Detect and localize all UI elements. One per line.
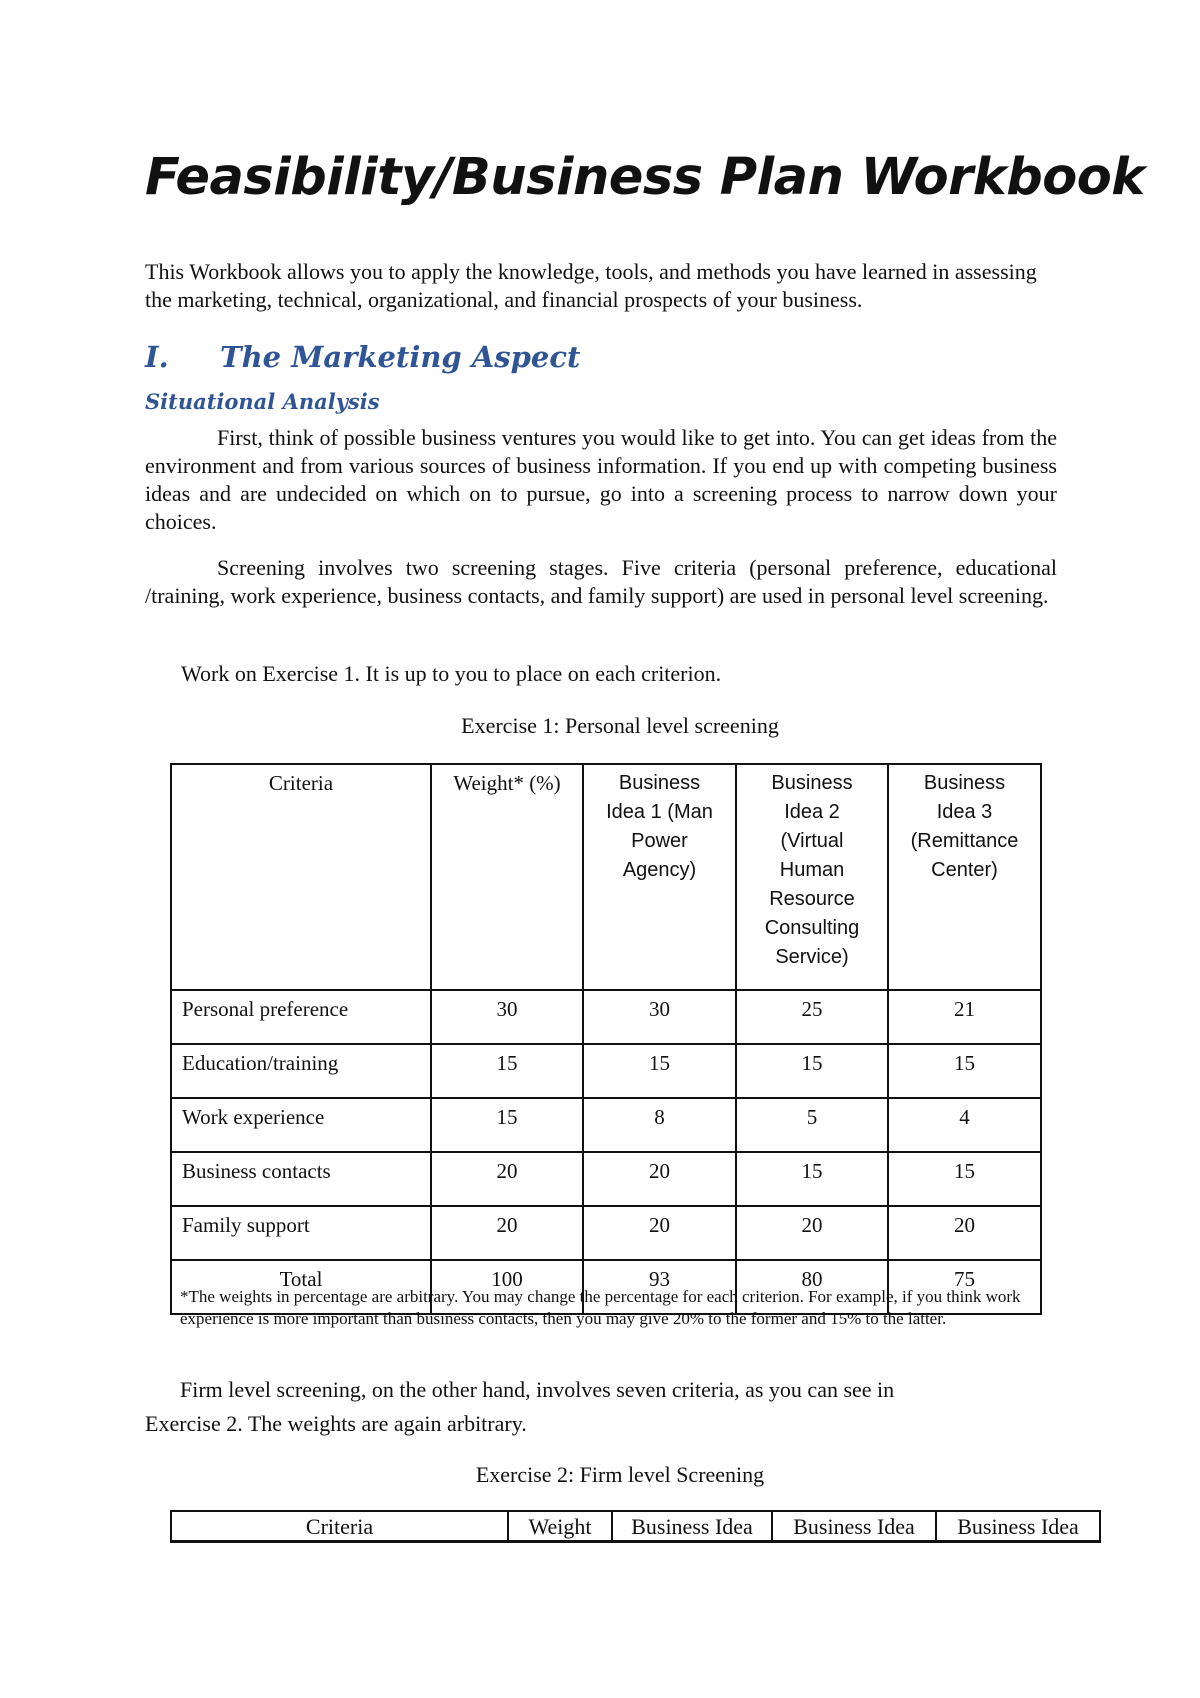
- header-criteria: Criteria: [171, 764, 431, 990]
- score-cell: 100: [431, 1260, 583, 1314]
- score-cell: 15: [888, 1044, 1041, 1098]
- score-cell: 4: [888, 1098, 1041, 1152]
- score-cell: 15: [736, 1152, 888, 1206]
- criterion-cell: Business contacts: [171, 1152, 431, 1206]
- intro-paragraph: This Workbook allows you to apply the knowledge, tools, and methods you have learned in assessing the marketing, technical, organizational, and financial prospects of your business.: [145, 259, 1037, 312]
- exercise1-caption: Exercise 1: Personal level screening: [461, 713, 779, 738]
- document-title: Feasibility/Business Plan Workbook: [145, 148, 1145, 207]
- section-number: I.: [145, 340, 169, 374]
- table-row: [171, 1044, 1041, 1098]
- table-row: [171, 1152, 1041, 1206]
- score-cell: 20: [736, 1206, 888, 1260]
- score-cell: 75: [888, 1260, 1041, 1314]
- score-cell: 25: [736, 990, 888, 1044]
- criterion-cell: Total: [171, 1260, 431, 1314]
- section-heading: [145, 340, 580, 374]
- t2-header-business-idea-2: Business Idea: [772, 1511, 936, 1542]
- score-cell: 15: [431, 1044, 583, 1098]
- score-cell: 20: [888, 1206, 1041, 1260]
- paragraph-firm-level: Firm level screening, on the other hand, involves seven criteria, as you can see in: [180, 1377, 895, 1402]
- score-cell: 80: [736, 1260, 888, 1314]
- score-cell: 20: [431, 1206, 583, 1260]
- exercise2-table: [170, 1510, 1101, 1543]
- t2-header-criteria: Criteria: [171, 1511, 508, 1542]
- weights-footnote: *The weights in percentage are arbitrary. You may change the percentage for each criterion. For example, if you think work experience is more important than business contacts, then you may give 20% to the former and 15% to the latter.: [180, 1287, 1021, 1328]
- score-cell: 8: [583, 1098, 736, 1152]
- t2-header-weight: Weight: [508, 1511, 612, 1542]
- score-cell: 20: [583, 1206, 736, 1260]
- paragraph-firm-level-cont: Exercise 2. The weights are again arbitrary.: [145, 1411, 527, 1436]
- table-row: [171, 1098, 1041, 1152]
- t2-header-business-idea-3: Business Idea: [936, 1511, 1100, 1542]
- table-row: [171, 990, 1041, 1044]
- score-cell: 30: [431, 990, 583, 1044]
- table-row: [171, 1206, 1041, 1260]
- score-cell: 5: [736, 1098, 888, 1152]
- score-cell: 15: [583, 1044, 736, 1098]
- header-business-idea-2: Business Idea 2 (Virtual Human Resource Consulting Service): [736, 764, 888, 990]
- score-cell: 15: [431, 1098, 583, 1152]
- header-business-idea-1: Business Idea 1 (Man Power Agency): [583, 764, 736, 990]
- score-cell: 20: [583, 1152, 736, 1206]
- criterion-cell: Family support: [171, 1206, 431, 1260]
- header-weight: Weight* (%): [431, 764, 583, 990]
- paragraph-ideas: First, think of possible business ventures you would like to get into. You can get ideas from the environment and from various sources of business information. If you end up with competing business ideas and are undecided on which on to pursue, go into a screening process to narrow down your choices.: [145, 425, 1057, 534]
- header-business-idea-3: Business Idea 3 (Remittance Center): [888, 764, 1041, 990]
- subsection-heading: Situational Analysis: [145, 389, 380, 414]
- t2-header-business-idea-1: Business Idea: [612, 1511, 772, 1542]
- exercise1-table: [170, 763, 1042, 1315]
- score-cell: 15: [736, 1044, 888, 1098]
- score-cell: 93: [583, 1260, 736, 1314]
- paragraph-screening: Screening involves two screening stages. Five criteria (personal preference, educational /training, work experience, business contacts, and family support) are used in personal level screening.: [145, 555, 1057, 608]
- score-cell: 21: [888, 990, 1041, 1044]
- paragraph-exercise1-instruction: Work on Exercise 1. It is up to you to place on each criterion.: [181, 661, 722, 686]
- section-title: The Marketing Aspect: [220, 340, 581, 374]
- criterion-cell: Work experience: [171, 1098, 431, 1152]
- score-cell: 15: [888, 1152, 1041, 1206]
- score-cell: 20: [431, 1152, 583, 1206]
- score-cell: 30: [583, 990, 736, 1044]
- criterion-cell: Education/training: [171, 1044, 431, 1098]
- exercise2-caption: Exercise 2: Firm level Screening: [475, 1462, 765, 1487]
- criterion-cell: Personal preference: [171, 990, 431, 1044]
